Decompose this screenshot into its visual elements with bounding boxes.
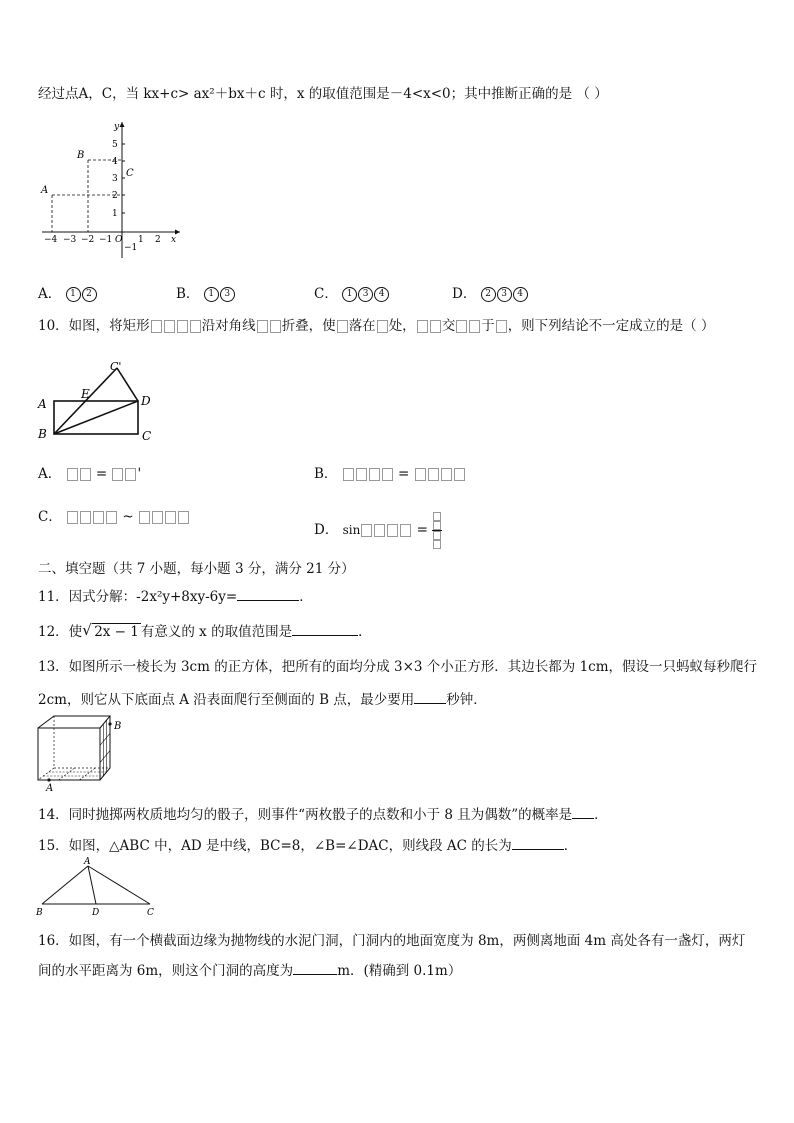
q9-option-c[interactable]: [314, 282, 390, 302]
circled-number: 1: [66, 287, 81, 302]
x-axis-label: x: [171, 235, 177, 245]
q16-line1: 16．如图，有一个横截面边缘为抛物线的水泥门洞，门洞内的地面宽度为 8m，两侧离地面 4m 高处各有一盏灯，两灯: [38, 933, 746, 949]
similar-sign: ~: [118, 509, 139, 525]
missing-glyph: [80, 468, 91, 481]
missing-glyph: [496, 320, 507, 333]
missing-glyph: [428, 468, 439, 481]
q12-text: 12．使: [38, 624, 83, 640]
x-tick-2: 2: [155, 235, 161, 245]
circled-number: 3: [358, 287, 373, 302]
missing-glyph: [337, 320, 348, 333]
q12-text: 有意义的 x 的取值范围是: [140, 624, 293, 640]
equals: =: [393, 466, 414, 482]
y-tick-3: 3: [112, 174, 118, 184]
q15-triangle-figure: [34, 856, 164, 918]
missing-glyph: [469, 320, 480, 333]
missing-glyph: [257, 320, 268, 333]
q13-cube-figure: [32, 712, 132, 792]
label-b: B: [38, 427, 47, 441]
circled-number: 2: [82, 287, 97, 302]
q10-stem: [38, 314, 714, 334]
circled-number: 1: [204, 287, 219, 302]
circled-number: 4: [513, 287, 528, 302]
period: ．: [358, 624, 372, 640]
q10-text: 处，: [388, 318, 416, 334]
radical-expression: √ 2x − 1: [92, 623, 141, 640]
q10-text: 落在: [348, 318, 376, 334]
answer-blank[interactable]: [414, 691, 446, 704]
q15-text: 15．如图，△ABC 中，AD 是中线，BC=8，∠B=∠DAC，则线段 AC 的长为: [38, 838, 512, 854]
x-tick-neg2: −2: [81, 235, 95, 245]
q9-option-d-letter: D．: [452, 286, 477, 302]
period: ．: [594, 807, 608, 823]
answer-blank[interactable]: [572, 806, 594, 819]
y-tick-1: 1: [112, 209, 118, 219]
q14-text: 14．同时抛掷两枚质地均匀的骰子，则事件“两枚骰子的点数和小于 8 且为偶数”的概率是: [38, 807, 573, 823]
prime: ': [137, 466, 142, 482]
missing-glyph: [441, 468, 452, 481]
option-letter: C．: [38, 509, 62, 525]
fraction: [432, 512, 442, 549]
q10-rectangle-fold-figure: [34, 358, 164, 448]
period: ．: [563, 838, 578, 854]
missing-glyph: [356, 468, 367, 481]
missing-glyph: [190, 320, 201, 333]
q10-option-a[interactable]: [38, 462, 141, 482]
y-tick-4: 4: [112, 157, 118, 167]
equals: =: [91, 466, 112, 482]
sin-function: sin: [342, 523, 361, 537]
q13-text: 秒钟．: [446, 692, 487, 708]
missing-glyph: [415, 468, 426, 481]
answer-blank[interactable]: [512, 837, 564, 850]
missing-glyph: [361, 524, 372, 537]
origin-label: O: [115, 235, 123, 245]
missing-glyph: [80, 511, 91, 524]
y-tick-neg1: −1: [124, 243, 138, 253]
q10-text: 10．如图，将矩形: [38, 318, 150, 334]
q10-option-b[interactable]: [314, 462, 466, 482]
circled-number: 3: [220, 287, 235, 302]
y-axis-label: y: [114, 122, 120, 132]
q10-option-d[interactable]: [314, 502, 442, 549]
y-tick-5: 5: [112, 140, 118, 150]
missing-glyph: [456, 320, 467, 333]
q16-line2: [38, 959, 461, 979]
x-tick-neg4: −4: [44, 235, 58, 245]
q16-text: 间的水平距离为 6m，则这个门洞的高度为: [38, 963, 294, 979]
q10-text: 沿对角线: [201, 318, 256, 334]
missing-glyph: [112, 468, 123, 481]
label-a: A: [46, 783, 54, 792]
q9-option-b[interactable]: [176, 282, 236, 302]
label-e: E: [81, 387, 90, 401]
missing-glyph: [382, 468, 393, 481]
answer-blank[interactable]: [237, 588, 299, 601]
label-d: D: [141, 394, 151, 408]
missing-glyph: [343, 468, 354, 481]
option-letter: B．: [314, 466, 338, 482]
q10-text: 交: [441, 318, 456, 334]
q10-text: ，则下列结论不一定成立的是（ ）: [507, 318, 715, 334]
q13-line1: 13．如图所示一棱长为 3cm 的正方体，把所有的面均分成 3×3 个小正方形．其边长都为 1cm，假设一只蚂蚁每秒爬行: [38, 659, 758, 675]
label-a: A: [84, 857, 91, 867]
answer-blank[interactable]: [292, 623, 358, 636]
q9-coordinate-graph: [36, 118, 186, 264]
missing-glyph: [369, 468, 380, 481]
q10-text: 于: [481, 318, 495, 334]
y-tick-2: 2: [112, 191, 118, 201]
missing-glyph: [177, 320, 188, 333]
x-tick-neg1: −1: [99, 235, 113, 245]
circled-number: 3: [497, 287, 512, 302]
answer-blank[interactable]: [293, 962, 337, 975]
label-b: B: [36, 908, 43, 918]
missing-glyph: [178, 511, 189, 524]
q11: [38, 585, 313, 605]
q9-option-d[interactable]: [452, 282, 529, 302]
q9-stem: 经过点A，C，当 kx+c> ax²＋bx＋c 时，x 的取值范围是－4<x<0；其中推断正确的是 （ ）: [38, 86, 608, 102]
missing-glyph: [151, 320, 162, 333]
missing-glyph: [139, 511, 150, 524]
label-a: A: [38, 397, 47, 411]
q9-option-a-letter: A．: [38, 286, 62, 302]
missing-glyph: [387, 524, 398, 537]
option-letter: A．: [38, 466, 62, 482]
circled-number: 4: [374, 287, 389, 302]
missing-glyph: [430, 320, 441, 333]
missing-glyph: [400, 524, 411, 537]
option-letter: D．: [314, 522, 339, 538]
q14: [38, 803, 608, 823]
missing-glyph: [67, 468, 78, 481]
section-heading: 二、填空题（共 7 小题，每小题 3 分，满分 21 分）: [38, 561, 355, 577]
q11-text: 11．因式分解：-2x²y+8xy-6y=: [38, 589, 238, 605]
q15: [38, 834, 577, 854]
point-b-label: B: [77, 150, 85, 161]
circled-number: 1: [342, 287, 357, 302]
missing-glyph: [377, 320, 388, 333]
point-a-label: A: [41, 185, 49, 196]
q13-text: 2cm，则它从下底面点 A 沿表面爬行至侧面的 B 点，最少要用: [38, 692, 415, 708]
period: ．: [299, 589, 313, 605]
missing-glyph: [106, 511, 117, 524]
q16-text: m．(精确到 0.1m）: [337, 963, 462, 979]
missing-glyph: [165, 511, 176, 524]
label-c-prime: C': [110, 360, 122, 373]
missing-glyph: [125, 468, 136, 481]
x-tick-1: 1: [138, 235, 144, 245]
circled-number: 2: [481, 287, 496, 302]
q9-option-b-letter: B．: [176, 286, 200, 302]
q9-option-c-letter: C．: [314, 286, 338, 302]
q10-text: 折叠，使: [281, 318, 336, 334]
missing-glyph: [270, 320, 281, 333]
q12: [38, 620, 372, 640]
q10-option-c[interactable]: [38, 505, 190, 525]
missing-glyph: [93, 511, 104, 524]
missing-glyph: [67, 511, 78, 524]
missing-glyph: [374, 524, 385, 537]
point-c-label: C: [126, 168, 134, 179]
missing-glyph: [152, 511, 163, 524]
q9-option-a[interactable]: [38, 282, 98, 302]
label-b: B: [114, 721, 122, 732]
q13-line2: [38, 688, 487, 708]
equals: =: [412, 522, 433, 538]
label-d: D: [92, 908, 100, 918]
x-tick-neg3: −3: [63, 235, 77, 245]
label-c: C: [147, 908, 154, 918]
missing-glyph: [417, 320, 428, 333]
missing-glyph: [164, 320, 175, 333]
missing-glyph: [454, 468, 465, 481]
label-c: C: [142, 429, 152, 443]
